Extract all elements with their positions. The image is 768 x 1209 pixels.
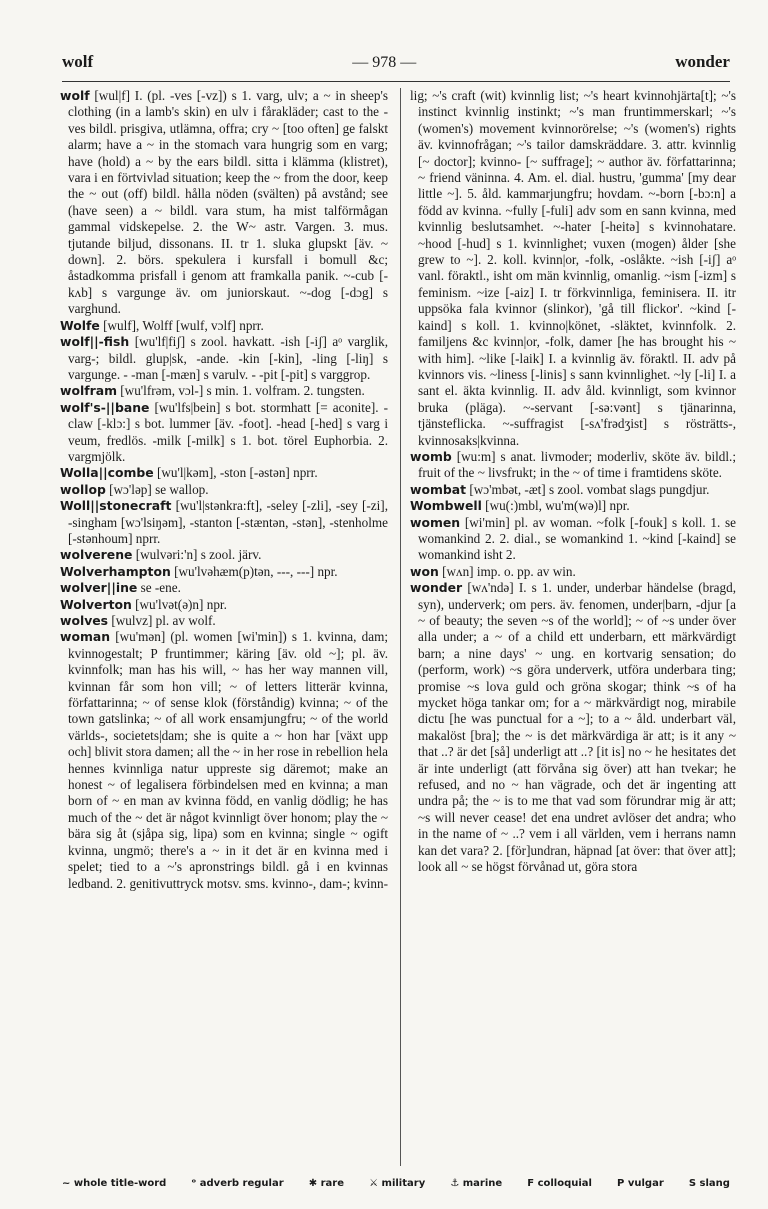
dictionary-entry: [410, 515, 736, 564]
header-rule: [62, 81, 730, 82]
entry-headword: wolverene: [60, 547, 133, 563]
dictionary-entry: [410, 498, 736, 514]
entry-headword: wolfram: [60, 383, 117, 399]
left-column: [60, 88, 388, 1168]
entry-headword: womb: [410, 448, 452, 464]
entry-headword: wolf's-||bane: [60, 399, 150, 415]
entry-definition: [wulvəri:'n] s zool. järv.: [135, 547, 262, 563]
dictionary-entry: [60, 613, 388, 629]
dictionary-entry: [410, 88, 736, 449]
entry-headword: Wolla||combe: [60, 465, 154, 481]
entry-definition: lig; ~'s craft (wit) kvinnlig list; ~'s heart kvinnohjärta[t]; ~'s instinct kvinnlig instinkt; ~'s man fruntimmerskarl; ~'s (women's) movement kvinnorörelse; ~'s (women's) rights äv. kvinnofrågan; ~'s tailor damskräddare. 3. attr. kvinnlig [~ doctor]; kvinno- [~ suffrage]; ~ author äv. författarinna; ~ friend väninna. 4. Am. el. dial. hustru, 'gumma' [my dear little ~]. 5. åld. kammarjungfru; hovdam. ~-born [-bɔ:n] a född av kvinna. ~fully [-fuli] adv som en sann kvinna, med kvinnlig beslutsamhet. ~-hater [-heitə] s kvinnohatare. ~hood [-hud] s 1. kvinnlighet; vuxen (mogen) ålder [she grew to ~]. 2. koll. kvinn|or, -folk, -oslåkte. ~ish [-iʃ] aᵒ vanl. föraktl., isht om män kvinnlig, omanlig. ~ism [-izm] s feminism. ~ize [-aiz] I. tr förkvinnliga, feminisera. II. itr uppsöka fala kvinnor (slinkor), 'gå till flickor'. ~kind [-kaind] s koll. 1. kvinno|könet, -släktet, kvinnfolk. 2. familjens &c kvinn|or, -folk, damer [he has brought his ~ with him]. ~like [-laik] I. a kvinnlig äv. föraktl. II. adv på kvinnors vis. ~liness [-linis] s sann kvinnlighet. ~ly [-li] I. a sant el. äkta kvinnlig. II. adv åld. kvinnligt, som kvinnor bruka (pläga). ~-servant [-sə:vənt] s tjänarinna, tjänsteflicka. ~-suffragist [-sʌ'frədʒist] s rösträtts-, kvinnosaks|kvinna.: [410, 88, 736, 448]
entry-headword: Wolverton: [60, 596, 132, 612]
entry-headword: wolf||-fish: [60, 334, 130, 350]
dictionary-entry: [60, 88, 388, 318]
entry-definition: [wulf], Wolff [wulf, vɔlf] nprr.: [103, 317, 264, 333]
legend-item: ✱ rare: [308, 1178, 344, 1189]
abbreviation-legend: [62, 1178, 730, 1198]
entry-definition: [wu'lf|fiʃ] s zool. havkatt. -ish [-iʃ] aᵒ varglik, varg-; bildl. glup|sk, -ande. -kin [-kin], -ling [-liŋ] s vargunge. - -man [-mæn] s varulv. - -pit [-pit] s varggrop.: [68, 334, 388, 382]
entry-definition: [wɔ'ləp] se wallop.: [109, 481, 209, 497]
entry-definition: [wu'mən] (pl. women [wi'min]) s 1. kvinna, dam; kvinnogestalt; P fruntimmer; käring [äv. old ~]; pl. äv. kvinnfolk; man has his will, ~ has her way mannen vill, kvinnan får som hon vill; ~ of letters litterär kvinna, författarinna; ~ of sense klok (förståndig) kvinna; ~ of the town gatslinka; ~ of all work ensamjungfru; ~ of the world världs-, societets|dam; she is quite a ~ hon har [växt upp och] blivit stora damen; all the ~ in her rose in rebellion hela hennes kvinnliga natur uppreste sig däremot; make an honest ~ of legalisera förbindelsen med en kvinna; a man born of ~ en man av kvinna född, en vanlig dödlig; he has much of the ~ det är något kvinnligt över honom; play the ~ bära sig åt (sjåpa sig, lipa) som en kvinna; single ~ ogift kvinna, ungmö; there's a ~ in it det är en kvinna med i spelet; tied to a ~'s apronstrings bildl. gå i en kvinnas ledband. 2. genitivuttryck motsv. sms. kvinno-, dam-; kvinn-: [68, 629, 388, 891]
dictionary-entry: [60, 318, 388, 334]
entry-definition: [wu(:)mbl, wu'm(wə)l] npr.: [485, 498, 630, 514]
entry-definition: [wu'l|stənkra:ft], -seley [-zli], -sey [-zi], -singham [wɔ'lsiŋəm], -stanton [-stæntən, -stən], -stenholme [-stənhoum] nprr.: [68, 498, 388, 546]
entry-headword: women: [410, 514, 461, 530]
entry-headword: wonder: [410, 580, 463, 596]
dictionary-entry: [60, 498, 388, 547]
entry-definition: [wu'lvət(ə)n] npr.: [135, 596, 227, 612]
page-number: — 978 —: [352, 54, 417, 71]
legend-item: ⚔ military: [369, 1178, 426, 1189]
entry-headword: wombat: [410, 481, 467, 497]
dictionary-entry: [410, 580, 736, 875]
dictionary-entry: [60, 400, 388, 466]
right-guide-word: wonder: [675, 52, 730, 71]
entry-headword: Woll||stonecraft: [60, 498, 172, 514]
entry-definition: [wu'lfs|bein] s bot. stormhatt [= aconite]. -claw [-klɔ:] s bot. lummer [äv. -foot]. -head [-hed] s varg i veum, fredlös. -milk [-milk] s 1. bot. törel Euphorbia. 2. vargmjölk.: [68, 399, 388, 464]
legend-item: S slang: [688, 1178, 730, 1189]
dictionary-entry: [410, 482, 736, 498]
entry-headword: won: [410, 563, 439, 579]
page-header: [62, 52, 730, 80]
entry-definition: se -ene.: [140, 580, 181, 596]
entry-definition: [wʌ'ndə] I. s 1. under, underbar händelse (bragd, syn), underverk; om pers. äv. fenomen, under|barn, -djur [a ~ of beauty; the seven ~s of the world]; ~ of ~s under över alla under; a ~ of a child ett underbarn, ett märkvärdigt barn; a nine days' ~ ung. en kortvarig sensation; do (perform, work) ~s göra underverk, utföra underbara ting; promise ~s lova guld och gröna skogar; think ~s of ha mycket höga tankar om; for a ~ märkvärdigt nog, mirabile dictu [he was punctual for a ~]; to a ~ åld. underbart väl, makalöst [bra]; the ~ is det märkvärdiga är att; is it any ~ that ..? är det [så] underligt att ..? [it is] no ~ he hesitates det är inte underligt (att förvåna sig över) att han tvekar; he refused, and no ~ han vägrade, och det är ingenting att undra på; the ~ is to me that vad som förundrar mig är att; ~s will never cease! det ena undret avlöser det andra; who in the name of ~ ..? vem i all världen, vem i herrans namn kan det vara? 2. [för]undran, häpnad [at över: that över att]; look all ~ se högst förvånad ut, göra stora: [418, 580, 736, 875]
dictionary-entry: [60, 383, 388, 399]
entry-definition: [wɔ'mbət, -æt] s zool. vombat slags pungdjur.: [469, 481, 710, 497]
left-guide-word: wolf: [62, 52, 94, 71]
legend-item: P vulgar: [617, 1178, 664, 1189]
entry-definition: [wu'l|kəm], -ston [-əstən] nprr.: [156, 465, 318, 481]
entry-headword: wolves: [60, 613, 109, 628]
entry-headword: woman: [60, 629, 111, 645]
entry-definition: [wi'min] pl. av woman. ~folk [-fouk] s koll. 1. se womankind 2. 2. dial., se womankind 1. ~kind [-kaind] se womankind isht 2.: [418, 514, 736, 563]
entry-definition: [wʌn] imp. o. pp. av win.: [442, 563, 576, 579]
dictionary-entry: [60, 547, 388, 563]
entry-headword: Wolverhampton: [60, 563, 171, 579]
legend-item: F colloquial: [527, 1178, 592, 1189]
entry-definition: [wu'lvəhæm(p)tən, ---, ---] npr.: [174, 563, 338, 579]
entry-definition: [wu:m] s anat. livmoder; moderliv, sköte äv. bildl.; fruit of the ~ livsfrukt; in the ~ of time i framtidens sköte.: [418, 448, 736, 481]
entry-headword: Wombwell: [410, 498, 482, 514]
dictionary-entry: [60, 482, 388, 498]
dictionary-entry: [60, 465, 388, 481]
entry-definition: [wulvz] pl. av wolf.: [111, 613, 216, 628]
legend-item: ~ whole title-word: [62, 1178, 167, 1189]
dictionary-entry: [60, 580, 388, 596]
dictionary-entry: [60, 597, 388, 613]
dictionary-entry: [60, 629, 388, 892]
entry-definition: [wul|f] I. (pl. -ves [-vz]) s 1. varg, ulv; a ~ in sheep's clothing (in a lamb's skin) en ulv i fårakläder; cast to the -ves bildl. prisgiva, utlämna, offra; cry ~ [too often] ge falskt alarm; have a ~ in the stomach vara hungrig som en varg; have (hold) a ~ by the ears bildl. sitta i klämma (klistret), vara i en förtvivlad situation; keep the ~ from the door, keep the ~ out (off) bildl. hålla nöden (svälten) på avstånd; see (have seen) a ~ bildl. vara stum, ha mist talförmågan gammal vidskepelse. 2. the W~ astr. Vargen. 3. mus. tjutande biljud, dissonans. II. tr 1. sluka glupskt [äv. ~ down]. 2. börs. spekulera i kursfall i bomull &c; åstadkomma prisfall i genom att framkalla panik. ~-cub [-kʌb] s vargunge äv. om juniorskaut. ~-dog [-dɔg] s varghund.: [68, 88, 388, 317]
entry-headword: wolver||ine: [60, 580, 138, 596]
dictionary-entry: [410, 449, 736, 482]
entry-definition: [wu'lfrəm, vɔl-] s min. 1. volfram. 2. tungsten.: [120, 383, 365, 399]
legend-item: ᵒ adverb regular: [191, 1178, 284, 1189]
entry-headword: wollop: [60, 481, 106, 497]
entry-headword: Wolfe: [60, 317, 100, 333]
dictionary-entry: [410, 564, 736, 580]
entry-headword: wolf: [60, 88, 90, 103]
legend-item: ⚓ marine: [450, 1178, 503, 1189]
right-column: [410, 88, 736, 1168]
dictionary-entry: [60, 334, 388, 383]
column-divider: [400, 88, 401, 1166]
dictionary-entry: [60, 564, 388, 580]
